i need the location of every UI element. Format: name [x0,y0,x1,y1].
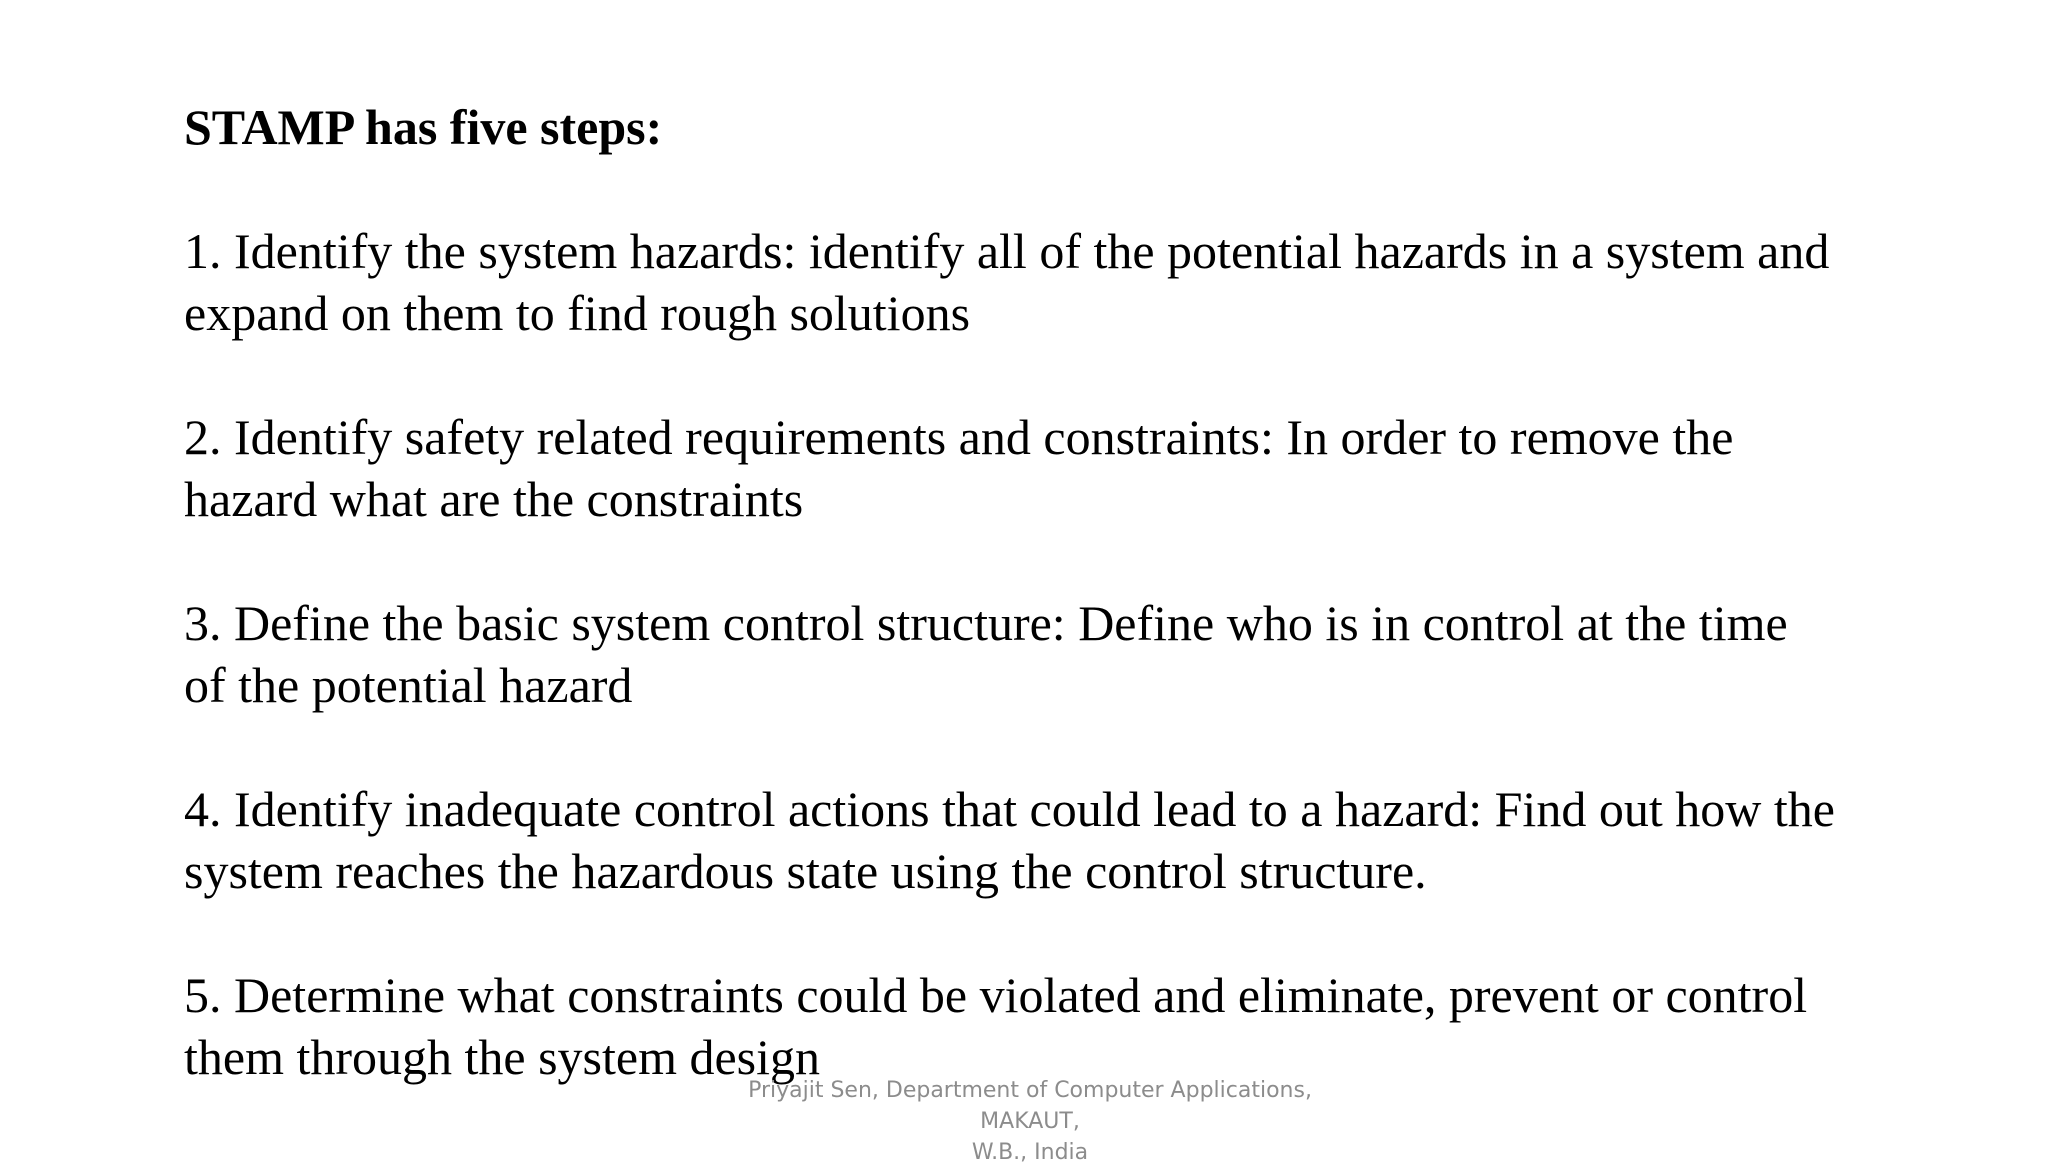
footer-line: W.B., India [971,1140,1089,1165]
step-text-line: 5. Determine what constraints could be violated and eliminate, prevent or control [184,967,1808,1023]
step-item [184,778,1904,902]
step-item [184,964,1904,1088]
slide-content [184,96,1904,1088]
step-text-line: hazard what are the constraints [184,471,804,527]
slide-footer [700,1075,1360,1168]
footer-line: Priyajit Sen, Department of Computer Applications, MAKAUT, [748,1078,1312,1134]
step-text-line: 1. Identify the system hazards: identify all of the potential hazards in a system and [184,223,1830,279]
step-text-line: system reaches the hazardous state using the control structure. [184,843,1427,899]
step-text-line: 3. Define the basic system control structure: Define who is in control at the time [184,595,1788,651]
step-text-line: 2. Identify safety related requirements and constraints: In order to remove the [184,409,1734,465]
step-text-line: them through the system design [184,1029,821,1085]
step-item [184,592,1904,716]
step-text-line: 4. Identify inadequate control actions that could lead to a hazard: Find out how the [184,781,1835,837]
step-text-line: of the potential hazard [184,657,633,713]
slide-heading: STAMP has five steps: [184,99,663,155]
step-text-line: expand on them to find rough solutions [184,285,971,341]
step-item [184,406,1904,530]
step-item [184,220,1904,344]
